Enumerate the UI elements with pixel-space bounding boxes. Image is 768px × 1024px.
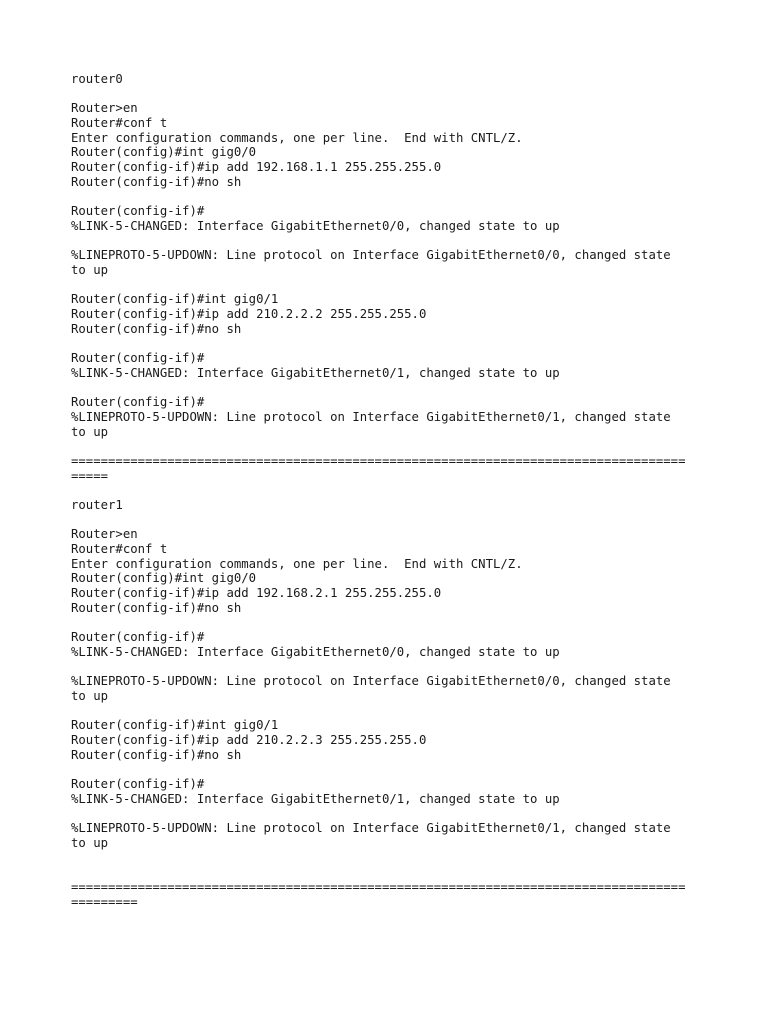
text-line: =====: [71, 468, 109, 483]
text-line: [71, 439, 711, 454]
text-line: [71, 190, 711, 205]
text-line: router1: [71, 497, 123, 512]
text-line: ===================================================================================: [71, 879, 686, 894]
text-line: Router(config-if)#: [71, 351, 205, 366]
text-line: [71, 380, 711, 395]
text-line: Router(config-if)#: [71, 630, 205, 645]
text-line: [71, 615, 711, 630]
text-line: [71, 806, 711, 821]
text-line: %LINK-5-CHANGED: Interface GigabitEthernet0/1, changed state to up: [71, 365, 560, 380]
text-line: [71, 850, 711, 865]
text-line: [71, 762, 711, 777]
text-line: Router(config-if)#: [71, 204, 205, 219]
text-line: to up: [71, 424, 109, 439]
text-line: [71, 278, 711, 293]
text-line: Router(config-if)#no sh: [71, 600, 242, 615]
text-line: Router(config)#int gig0/0: [71, 571, 257, 586]
text-line: [71, 483, 711, 498]
text-line: %LINK-5-CHANGED: Interface GigabitEthernet0/0, changed state to up: [71, 644, 560, 659]
text-line: [71, 660, 711, 675]
text-line: Router(config-if)#ip add 192.168.2.1 255.255.255.0: [71, 586, 442, 601]
text-line: %LINK-5-CHANGED: Interface GigabitEthernet0/1, changed state to up: [71, 791, 560, 806]
text-line: to up: [71, 688, 109, 703]
text-line: Enter configuration commands, one per line. End with CNTL/Z.: [71, 130, 523, 145]
text-line: [71, 234, 711, 249]
text-line: [71, 865, 711, 880]
text-line: [71, 513, 711, 528]
text-line: Router(config-if)#ip add 192.168.1.1 255.255.255.0: [71, 160, 442, 175]
text-line: Router>en: [71, 101, 138, 116]
text-line: Router(config-if)#int gig0/1: [71, 292, 279, 307]
text-line: %LINEPROTO-5-UPDOWN: Line protocol on Interface GigabitEthernet0/1, changed state: [71, 821, 671, 836]
text-line: Router(config)#int gig0/0: [71, 145, 257, 160]
text-line: [71, 704, 711, 719]
text-line: ===================================================================================: [71, 453, 686, 468]
text-line: Router#conf t: [71, 116, 168, 131]
text-line: Enter configuration commands, one per line. End with CNTL/Z.: [71, 556, 523, 571]
text-line: Router(config-if)#: [71, 395, 205, 410]
text-line: Router(config-if)#ip add 210.2.2.2 255.255.255.0: [71, 307, 427, 321]
text-line: %LINK-5-CHANGED: Interface GigabitEthernet0/0, changed state to up: [71, 218, 560, 233]
text-line: [71, 87, 711, 102]
text-line: Router(config-if)#no sh: [71, 321, 242, 336]
text-line: Router>en: [71, 527, 138, 542]
text-line: %LINEPROTO-5-UPDOWN: Line protocol on Interface GigabitEthernet0/0, changed state: [71, 674, 671, 689]
text-line: to up: [71, 262, 109, 277]
text-line: router0: [71, 72, 123, 86]
text-line: Router(config-if)#no sh: [71, 747, 242, 762]
text-line: Router(config-if)#int gig0/1: [71, 718, 279, 733]
text-line: to up: [71, 835, 109, 850]
text-line: Router#conf t: [71, 542, 168, 556]
text-line: Router(config-if)#: [71, 777, 205, 791]
text-line: %LINEPROTO-5-UPDOWN: Line protocol on Interface GigabitEthernet0/1, changed state: [71, 409, 671, 424]
text-line: =========: [71, 894, 138, 909]
text-line: Router(config-if)#no sh: [71, 174, 242, 189]
document-page: [71, 72, 711, 909]
text-line: %LINEPROTO-5-UPDOWN: Line protocol on Interface GigabitEthernet0/0, changed state: [71, 248, 671, 263]
text-line: Router(config-if)#ip add 210.2.2.3 255.255.255.0: [71, 732, 427, 747]
text-line: [71, 336, 711, 351]
